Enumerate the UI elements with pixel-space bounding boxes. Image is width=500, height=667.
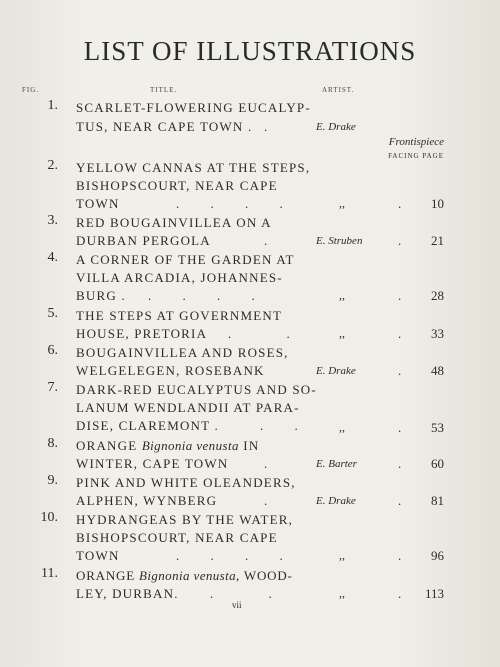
leader-dot: .: [398, 586, 402, 601]
title-line: TOWN: [76, 196, 120, 211]
artist-name: E. Struben: [316, 235, 363, 247]
leader-dots: .: [264, 233, 268, 248]
title-line: WINTER, CAPE TOWN: [76, 456, 229, 471]
fig-number: 6.: [47, 343, 58, 358]
title-line: VILLA ARCADIA, JOHANNES-: [76, 270, 283, 285]
title-line: THE STEPS AT GOVERNMENT: [76, 308, 283, 323]
leader-dots: . . . .: [176, 196, 297, 211]
title-line: SCARLET-FLOWERING EUCALYP-: [76, 100, 311, 115]
leader-dot: .: [398, 233, 402, 248]
title-line: DURBAN PERGOLA: [76, 233, 211, 248]
page-number: 113: [424, 586, 444, 601]
fig-number: 5.: [47, 306, 58, 321]
facing-page-header: FACING PAGE: [388, 152, 444, 160]
page-title: LIST OF ILLUSTRATIONS: [83, 36, 417, 66]
title-line: BOUGAINVILLEA AND ROSES,: [76, 345, 289, 360]
fig-number: 3.: [47, 213, 58, 228]
title-line: LANUM WENDLANDII AT PARA-: [76, 400, 300, 415]
species-name: Bignonia venusta: [141, 438, 239, 453]
fig-number: 2.: [47, 158, 58, 173]
ditto-mark: ,,: [339, 586, 345, 600]
title-line: TUS, NEAR CAPE TOWN .: [76, 119, 253, 134]
fig-number: 8.: [47, 436, 58, 451]
title-line: DISE, CLAREMONT .: [76, 418, 219, 433]
leader-dot: .: [398, 456, 402, 471]
title-line: LEY, DURBAN.: [76, 586, 179, 601]
page-number: 21: [431, 233, 444, 248]
page-number: 96: [431, 548, 444, 563]
ditto-mark: ,,: [339, 288, 345, 302]
leader-dots: . .: [260, 418, 312, 433]
ditto-mark: ,,: [339, 196, 345, 210]
page-number: 28: [431, 288, 444, 303]
title-line: ORANGE Bignonia venusta, WOOD-: [76, 568, 293, 583]
title-line: BURG .: [76, 288, 126, 303]
artist-name: E. Barter: [316, 458, 357, 470]
title-line: WELGELEGEN, ROSEBANK: [76, 363, 265, 378]
title-line: DARK-RED EUCALYPTUS AND SO-: [76, 382, 317, 397]
ditto-mark: ,,: [339, 420, 345, 434]
fig-number: 4.: [47, 250, 58, 265]
title-line: YELLOW CANNAS AT THE STEPS,: [76, 160, 311, 175]
title-column-header: TITLE.: [150, 86, 178, 94]
leader-dot: .: [398, 196, 402, 211]
leader-dot: .: [398, 493, 402, 508]
title-line: A CORNER OF THE GARDEN AT: [76, 252, 295, 267]
leader-dot: .: [398, 288, 402, 303]
ditto-mark: ,,: [339, 326, 345, 340]
title-line: HOUSE, PRETORIA: [76, 326, 208, 341]
leader-dots: . . . .: [148, 288, 269, 303]
title-line: TOWN: [76, 548, 120, 563]
leader-dots: .: [264, 493, 268, 508]
fig-number: 11.: [41, 566, 58, 581]
page-number: 33: [431, 326, 444, 341]
page-number: 60: [431, 456, 444, 471]
leader-dots: . . . .: [176, 548, 297, 563]
ditto-mark: ,,: [339, 548, 345, 562]
artist-name: E. Drake: [316, 365, 356, 377]
title-line: RED BOUGAINVILLEA ON A: [76, 215, 272, 230]
species-name: Bignonia venusta: [139, 568, 237, 583]
fig-column-header: FIG.: [22, 86, 40, 94]
leader-dots: .: [264, 119, 268, 134]
leader-dots: .: [264, 456, 268, 471]
page-number: 10: [431, 196, 444, 211]
leader-dot: .: [398, 420, 402, 435]
leader-dot: .: [398, 326, 402, 341]
title-line: HYDRANGEAS BY THE WATER,: [76, 512, 294, 527]
title-line: BISHOPSCOURT, NEAR CAPE: [76, 178, 278, 193]
title-line: BISHOPSCOURT, NEAR CAPE: [76, 530, 278, 545]
fig-number: 10.: [40, 510, 58, 525]
page-number: 53: [431, 420, 444, 435]
artist-name: E. Drake: [316, 121, 356, 133]
page-number: 81: [431, 493, 444, 508]
leader-dots: . .: [228, 326, 316, 341]
title-line: ORANGE Bignonia venusta IN: [76, 438, 260, 453]
leader-dot: .: [398, 363, 402, 378]
fig-number: 7.: [47, 380, 58, 395]
frontispiece-label: Frontispiece: [388, 136, 444, 148]
leader-dots: . .: [210, 586, 298, 601]
folio-number: vii: [232, 600, 242, 610]
title-line: PINK AND WHITE OLEANDERS,: [76, 475, 296, 490]
page-number: 48: [431, 363, 444, 378]
leader-dot: .: [398, 548, 402, 563]
fig-number: 9.: [47, 473, 58, 488]
fig-number: 1.: [47, 98, 58, 113]
title-line: ALPHEN, WYNBERG: [76, 493, 218, 508]
artist-name: E. Drake: [316, 495, 356, 507]
artist-column-header: ARTIST.: [322, 86, 355, 94]
